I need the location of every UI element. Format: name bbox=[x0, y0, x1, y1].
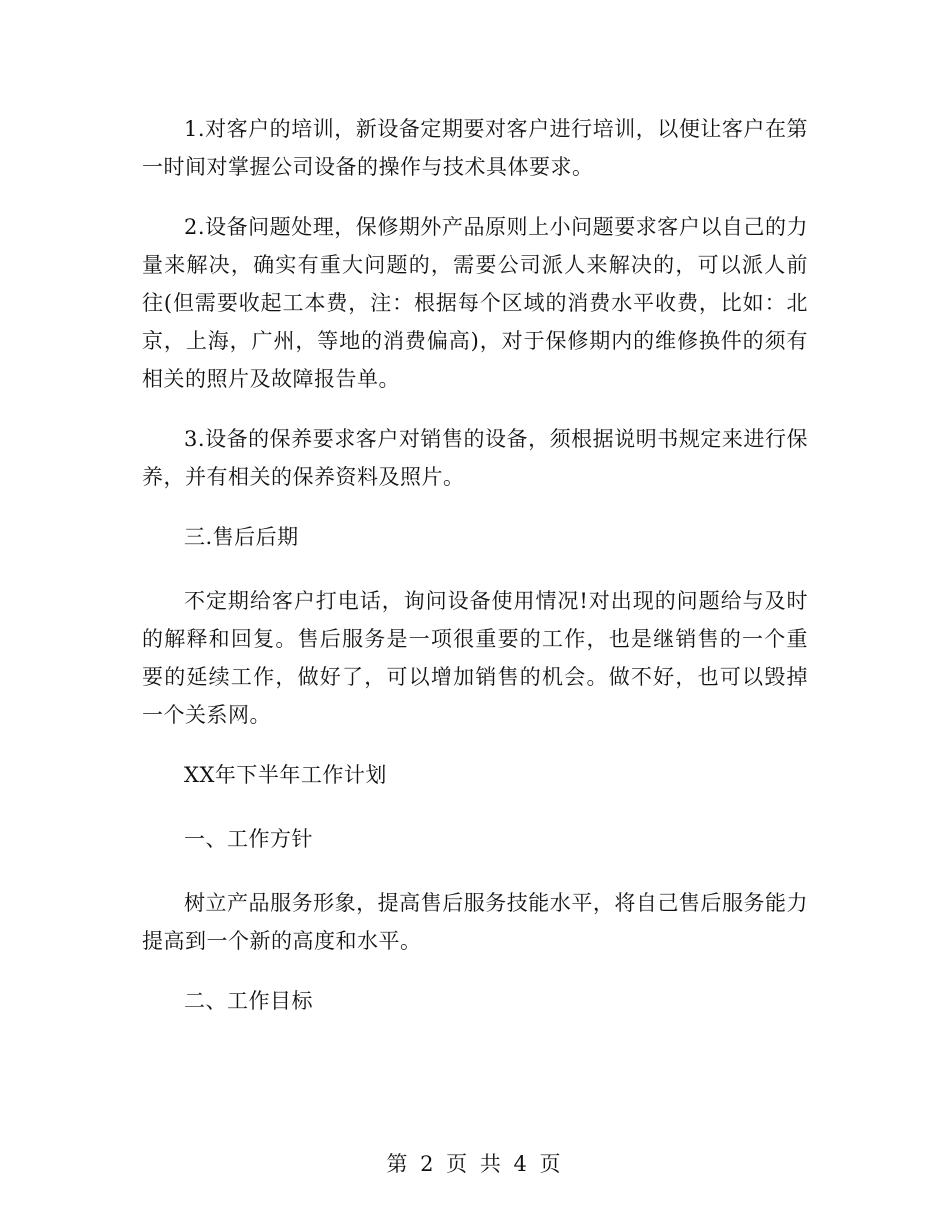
section-heading-work-goals: 二、工作目标 bbox=[184, 989, 313, 1013]
section-heading-after-sales-later: 三.售后后期 bbox=[184, 525, 299, 549]
paragraph-follow-up-calls: 不定期给客户打电话，询问设备使用情况!对出现的问题给与及时的解释和回复。售后服务是一项很重要的工作，也是继销售的一个重要的延续工作，做好了，可以增加销售的机会。做不好，也可以毁掉一个关系网。 bbox=[142, 589, 808, 727]
document-body bbox=[142, 110, 808, 1046]
paragraph-work-policy: 树立产品服务形象，提高售后服务技能水平，将自己售后服务能力提高到一个新的高度和水平。 bbox=[142, 891, 808, 953]
paragraph-equipment-maintenance: 3.设备的保养要求客户对销售的设备，须根据说明书规定来进行保养，并有相关的保养资料及照片。 bbox=[142, 427, 808, 489]
section-heading-work-plan: XX年下半年工作计划 bbox=[184, 763, 387, 787]
paragraph-customer-training: 1.对客户的培训，新设备定期要对客户进行培训，以便让客户在第一时间对掌握公司设备的操作与技术具体要求。 bbox=[142, 117, 808, 179]
section-heading-work-policy: 一、工作方针 bbox=[184, 827, 313, 851]
page-number-footer: 第 2 页 共 4 页 bbox=[386, 1152, 564, 1176]
paragraph-equipment-issues: 2.设备问题处理，保修期外产品原则上小问题要求客户以自己的力量来解决，确实有重大问题的，需要公司派人来解决的，可以派人前往(但需要收起工本费，注：根据每个区域的消费水平收费，比如：北京，上海，广州，等地的消费偏高)，对于保修期内的维修换件的须有相关的照片及故障报告单。 bbox=[142, 215, 808, 391]
